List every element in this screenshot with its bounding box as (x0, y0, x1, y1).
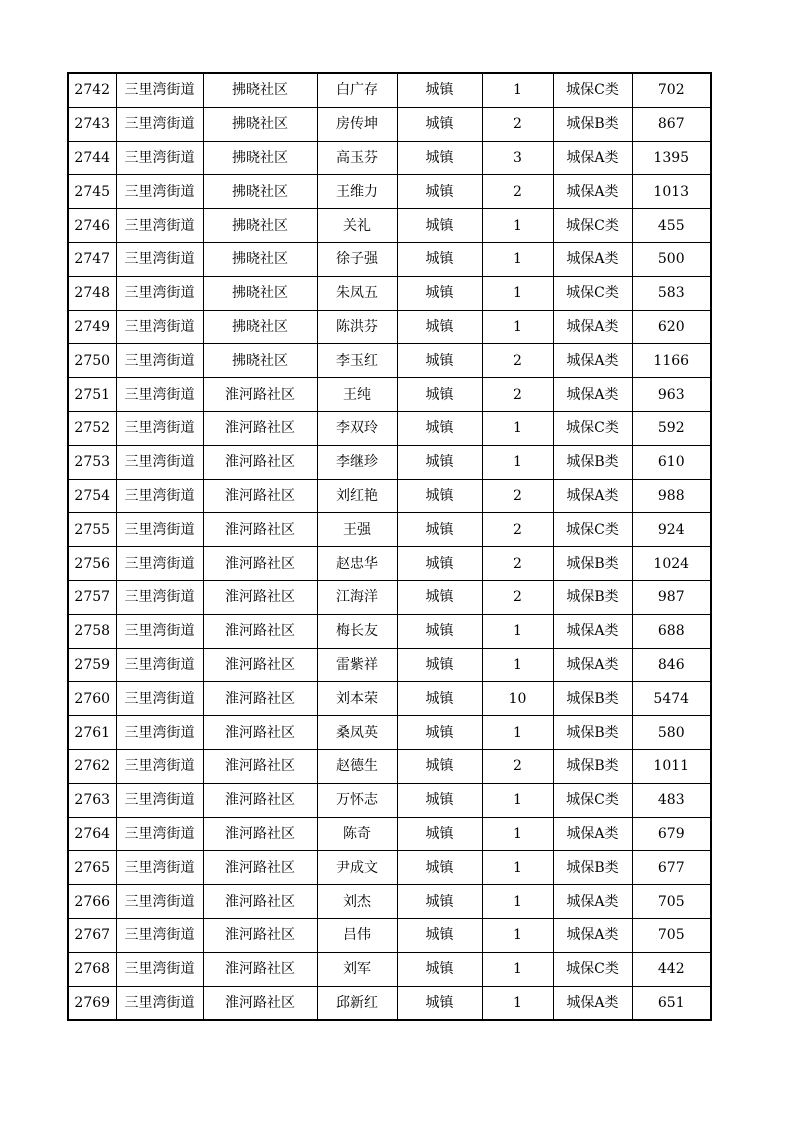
person-count-cell: 1 (482, 209, 553, 243)
category-cell: 城保B类 (553, 580, 632, 614)
household-type-cell: 城镇 (397, 682, 482, 716)
household-type-cell: 城镇 (397, 614, 482, 648)
category-cell: 城保B类 (553, 107, 632, 141)
person-count-cell: 2 (482, 378, 553, 412)
row-number-cell: 2763 (68, 783, 116, 817)
category-cell: 城保B类 (553, 851, 632, 885)
person-count-cell: 1 (482, 918, 553, 952)
community-cell: 淮河路社区 (203, 749, 317, 783)
person-count-cell: 1 (482, 952, 553, 986)
household-type-cell: 城镇 (397, 547, 482, 581)
household-type-cell: 城镇 (397, 310, 482, 344)
category-cell: 城保A类 (553, 986, 632, 1020)
community-cell: 拂晓社区 (203, 175, 317, 209)
community-cell: 淮河路社区 (203, 783, 317, 817)
street-cell: 三里湾街道 (116, 918, 203, 952)
table-row (68, 952, 711, 986)
household-type-cell: 城镇 (397, 141, 482, 175)
amount-cell: 963 (632, 378, 711, 412)
household-type-cell: 城镇 (397, 885, 482, 919)
amount-cell: 455 (632, 209, 711, 243)
household-type-cell: 城镇 (397, 851, 482, 885)
category-cell: 城保A类 (553, 648, 632, 682)
category-cell: 城保A类 (553, 175, 632, 209)
category-cell: 城保C类 (553, 209, 632, 243)
street-cell: 三里湾街道 (116, 783, 203, 817)
table-row (68, 885, 711, 919)
name-cell: 朱凤五 (317, 276, 397, 310)
street-cell: 三里湾街道 (116, 378, 203, 412)
household-type-cell: 城镇 (397, 749, 482, 783)
category-cell: 城保A类 (553, 479, 632, 513)
person-count-cell: 1 (482, 885, 553, 919)
community-cell: 淮河路社区 (203, 411, 317, 445)
person-count-cell: 10 (482, 682, 553, 716)
person-count-cell: 1 (482, 310, 553, 344)
street-cell: 三里湾街道 (116, 716, 203, 750)
row-number-cell: 2749 (68, 310, 116, 344)
row-number-cell: 2767 (68, 918, 116, 952)
person-count-cell: 1 (482, 986, 553, 1020)
street-cell: 三里湾街道 (116, 141, 203, 175)
table-row (68, 918, 711, 952)
household-type-cell: 城镇 (397, 783, 482, 817)
household-type-cell: 城镇 (397, 986, 482, 1020)
amount-cell: 1024 (632, 547, 711, 581)
person-count-cell: 1 (482, 73, 553, 107)
name-cell: 关礼 (317, 209, 397, 243)
name-cell: 房传坤 (317, 107, 397, 141)
name-cell: 白广存 (317, 73, 397, 107)
street-cell: 三里湾街道 (116, 648, 203, 682)
household-type-cell: 城镇 (397, 73, 482, 107)
name-cell: 李双玲 (317, 411, 397, 445)
category-cell: 城保B类 (553, 445, 632, 479)
amount-cell: 679 (632, 817, 711, 851)
community-cell: 拂晓社区 (203, 276, 317, 310)
street-cell: 三里湾街道 (116, 242, 203, 276)
street-cell: 三里湾街道 (116, 986, 203, 1020)
row-number-cell: 2756 (68, 547, 116, 581)
person-count-cell: 2 (482, 107, 553, 141)
street-cell: 三里湾街道 (116, 411, 203, 445)
street-cell: 三里湾街道 (116, 952, 203, 986)
amount-cell: 442 (632, 952, 711, 986)
name-cell: 陈洪芬 (317, 310, 397, 344)
amount-cell: 924 (632, 513, 711, 547)
person-count-cell: 1 (482, 716, 553, 750)
community-cell: 淮河路社区 (203, 682, 317, 716)
name-cell: 王维力 (317, 175, 397, 209)
table-row (68, 141, 711, 175)
community-cell: 拂晓社区 (203, 344, 317, 378)
community-cell: 拂晓社区 (203, 242, 317, 276)
community-cell: 拂晓社区 (203, 209, 317, 243)
table-row (68, 682, 711, 716)
name-cell: 王纯 (317, 378, 397, 412)
amount-cell: 483 (632, 783, 711, 817)
row-number-cell: 2765 (68, 851, 116, 885)
category-cell: 城保B类 (553, 547, 632, 581)
person-count-cell: 2 (482, 749, 553, 783)
row-number-cell: 2746 (68, 209, 116, 243)
street-cell: 三里湾街道 (116, 614, 203, 648)
community-cell: 淮河路社区 (203, 952, 317, 986)
household-type-cell: 城镇 (397, 107, 482, 141)
amount-cell: 1166 (632, 344, 711, 378)
table-row (68, 513, 711, 547)
roster-body (68, 73, 711, 1020)
street-cell: 三里湾街道 (116, 209, 203, 243)
category-cell: 城保A类 (553, 310, 632, 344)
community-cell: 淮河路社区 (203, 817, 317, 851)
category-cell: 城保C类 (553, 952, 632, 986)
row-number-cell: 2752 (68, 411, 116, 445)
community-cell: 淮河路社区 (203, 614, 317, 648)
name-cell: 刘杰 (317, 885, 397, 919)
street-cell: 三里湾街道 (116, 107, 203, 141)
table-row (68, 344, 711, 378)
street-cell: 三里湾街道 (116, 479, 203, 513)
name-cell: 王强 (317, 513, 397, 547)
community-cell: 淮河路社区 (203, 716, 317, 750)
row-number-cell: 2748 (68, 276, 116, 310)
street-cell: 三里湾街道 (116, 445, 203, 479)
person-count-cell: 2 (482, 513, 553, 547)
row-number-cell: 2758 (68, 614, 116, 648)
household-type-cell: 城镇 (397, 276, 482, 310)
household-type-cell: 城镇 (397, 648, 482, 682)
household-type-cell: 城镇 (397, 175, 482, 209)
row-number-cell: 2762 (68, 749, 116, 783)
name-cell: 赵忠华 (317, 547, 397, 581)
table-row (68, 614, 711, 648)
amount-cell: 988 (632, 479, 711, 513)
category-cell: 城保B类 (553, 682, 632, 716)
row-number-cell: 2745 (68, 175, 116, 209)
row-number-cell: 2750 (68, 344, 116, 378)
person-count-cell: 2 (482, 547, 553, 581)
street-cell: 三里湾街道 (116, 547, 203, 581)
table-row (68, 716, 711, 750)
row-number-cell: 2751 (68, 378, 116, 412)
category-cell: 城保A类 (553, 141, 632, 175)
person-count-cell: 1 (482, 276, 553, 310)
category-cell: 城保C类 (553, 73, 632, 107)
table-row (68, 73, 711, 107)
amount-cell: 688 (632, 614, 711, 648)
category-cell: 城保A类 (553, 817, 632, 851)
amount-cell: 705 (632, 885, 711, 919)
street-cell: 三里湾街道 (116, 885, 203, 919)
community-cell: 淮河路社区 (203, 851, 317, 885)
amount-cell: 5474 (632, 682, 711, 716)
community-cell: 淮河路社区 (203, 513, 317, 547)
name-cell: 赵德生 (317, 749, 397, 783)
amount-cell: 580 (632, 716, 711, 750)
street-cell: 三里湾街道 (116, 749, 203, 783)
name-cell: 李继珍 (317, 445, 397, 479)
community-cell: 淮河路社区 (203, 885, 317, 919)
community-cell: 淮河路社区 (203, 580, 317, 614)
category-cell: 城保C类 (553, 276, 632, 310)
amount-cell: 620 (632, 310, 711, 344)
table-row (68, 479, 711, 513)
table-row (68, 817, 711, 851)
name-cell: 陈奇 (317, 817, 397, 851)
household-type-cell: 城镇 (397, 209, 482, 243)
table-row (68, 580, 711, 614)
street-cell: 三里湾街道 (116, 817, 203, 851)
amount-cell: 500 (632, 242, 711, 276)
amount-cell: 592 (632, 411, 711, 445)
amount-cell: 702 (632, 73, 711, 107)
row-number-cell: 2768 (68, 952, 116, 986)
table-row (68, 411, 711, 445)
community-cell: 淮河路社区 (203, 445, 317, 479)
street-cell: 三里湾街道 (116, 276, 203, 310)
name-cell: 刘红艳 (317, 479, 397, 513)
category-cell: 城保A类 (553, 242, 632, 276)
community-cell: 拂晓社区 (203, 107, 317, 141)
table-row (68, 851, 711, 885)
community-cell: 淮河路社区 (203, 986, 317, 1020)
person-count-cell: 2 (482, 175, 553, 209)
table-row (68, 175, 711, 209)
category-cell: 城保A类 (553, 378, 632, 412)
row-number-cell: 2759 (68, 648, 116, 682)
category-cell: 城保C类 (553, 513, 632, 547)
person-count-cell: 2 (482, 580, 553, 614)
person-count-cell: 1 (482, 614, 553, 648)
name-cell: 李玉红 (317, 344, 397, 378)
household-type-cell: 城镇 (397, 952, 482, 986)
category-cell: 城保A类 (553, 344, 632, 378)
name-cell: 徐子强 (317, 242, 397, 276)
category-cell: 城保A类 (553, 918, 632, 952)
name-cell: 刘军 (317, 952, 397, 986)
name-cell: 万怀志 (317, 783, 397, 817)
person-count-cell: 1 (482, 783, 553, 817)
row-number-cell: 2755 (68, 513, 116, 547)
person-count-cell: 1 (482, 648, 553, 682)
street-cell: 三里湾街道 (116, 851, 203, 885)
household-type-cell: 城镇 (397, 817, 482, 851)
community-cell: 淮河路社区 (203, 648, 317, 682)
name-cell: 桑凤英 (317, 716, 397, 750)
household-type-cell: 城镇 (397, 344, 482, 378)
category-cell: 城保A类 (553, 614, 632, 648)
household-type-cell: 城镇 (397, 918, 482, 952)
community-cell: 淮河路社区 (203, 547, 317, 581)
row-number-cell: 2742 (68, 73, 116, 107)
street-cell: 三里湾街道 (116, 175, 203, 209)
row-number-cell: 2760 (68, 682, 116, 716)
household-type-cell: 城镇 (397, 580, 482, 614)
category-cell: 城保B类 (553, 749, 632, 783)
amount-cell: 651 (632, 986, 711, 1020)
name-cell: 江海洋 (317, 580, 397, 614)
amount-cell: 1395 (632, 141, 711, 175)
community-cell: 拂晓社区 (203, 141, 317, 175)
street-cell: 三里湾街道 (116, 513, 203, 547)
category-cell: 城保B类 (553, 716, 632, 750)
row-number-cell: 2769 (68, 986, 116, 1020)
amount-cell: 987 (632, 580, 711, 614)
table-row (68, 242, 711, 276)
category-cell: 城保A类 (553, 885, 632, 919)
person-count-cell: 1 (482, 242, 553, 276)
row-number-cell: 2761 (68, 716, 116, 750)
household-type-cell: 城镇 (397, 513, 482, 547)
table-row (68, 783, 711, 817)
street-cell: 三里湾街道 (116, 580, 203, 614)
name-cell: 梅长友 (317, 614, 397, 648)
person-count-cell: 1 (482, 817, 553, 851)
person-count-cell: 3 (482, 141, 553, 175)
household-type-cell: 城镇 (397, 242, 482, 276)
name-cell: 刘本荣 (317, 682, 397, 716)
table-row (68, 209, 711, 243)
person-count-cell: 1 (482, 411, 553, 445)
category-cell: 城保C类 (553, 411, 632, 445)
street-cell: 三里湾街道 (116, 682, 203, 716)
household-type-cell: 城镇 (397, 378, 482, 412)
row-number-cell: 2764 (68, 817, 116, 851)
table-row (68, 276, 711, 310)
community-cell: 淮河路社区 (203, 479, 317, 513)
amount-cell: 583 (632, 276, 711, 310)
table-row (68, 378, 711, 412)
amount-cell: 705 (632, 918, 711, 952)
table-row (68, 648, 711, 682)
amount-cell: 1013 (632, 175, 711, 209)
name-cell: 邱新红 (317, 986, 397, 1020)
row-number-cell: 2766 (68, 885, 116, 919)
name-cell: 高玉芬 (317, 141, 397, 175)
amount-cell: 677 (632, 851, 711, 885)
row-number-cell: 2744 (68, 141, 116, 175)
community-cell: 拂晓社区 (203, 310, 317, 344)
row-number-cell: 2743 (68, 107, 116, 141)
household-type-cell: 城镇 (397, 479, 482, 513)
table-row (68, 310, 711, 344)
person-count-cell: 2 (482, 479, 553, 513)
household-type-cell: 城镇 (397, 411, 482, 445)
table-row (68, 445, 711, 479)
amount-cell: 846 (632, 648, 711, 682)
table-row (68, 749, 711, 783)
name-cell: 雷紫祥 (317, 648, 397, 682)
community-cell: 淮河路社区 (203, 378, 317, 412)
community-cell: 淮河路社区 (203, 918, 317, 952)
household-type-cell: 城镇 (397, 445, 482, 479)
amount-cell: 867 (632, 107, 711, 141)
category-cell: 城保C类 (553, 783, 632, 817)
street-cell: 三里湾街道 (116, 344, 203, 378)
amount-cell: 1011 (632, 749, 711, 783)
table-row (68, 107, 711, 141)
name-cell: 尹成文 (317, 851, 397, 885)
row-number-cell: 2747 (68, 242, 116, 276)
amount-cell: 610 (632, 445, 711, 479)
household-type-cell: 城镇 (397, 716, 482, 750)
row-number-cell: 2757 (68, 580, 116, 614)
subsidy-roster-table (67, 72, 712, 1021)
row-number-cell: 2753 (68, 445, 116, 479)
table-row (68, 547, 711, 581)
person-count-cell: 2 (482, 344, 553, 378)
table-row (68, 986, 711, 1020)
name-cell: 吕伟 (317, 918, 397, 952)
street-cell: 三里湾街道 (116, 73, 203, 107)
person-count-cell: 1 (482, 851, 553, 885)
row-number-cell: 2754 (68, 479, 116, 513)
person-count-cell: 1 (482, 445, 553, 479)
community-cell: 拂晓社区 (203, 73, 317, 107)
street-cell: 三里湾街道 (116, 310, 203, 344)
